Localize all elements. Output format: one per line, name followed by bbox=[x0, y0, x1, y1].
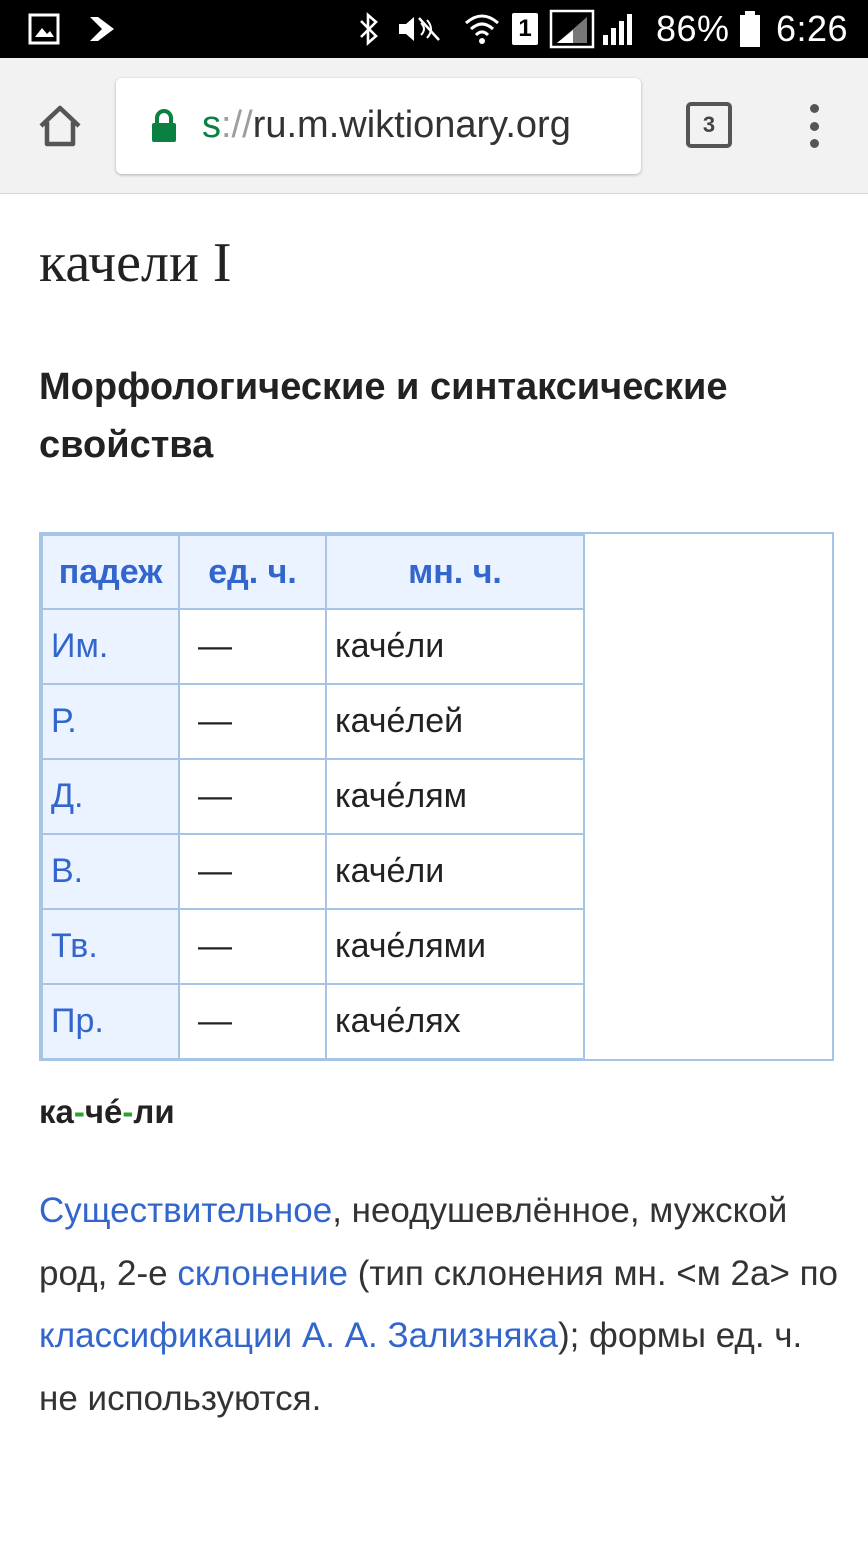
description-text: ); формы ед. ч. не используются. bbox=[39, 1316, 803, 1418]
plural-cell: каче́лями bbox=[326, 909, 584, 984]
home-icon bbox=[37, 104, 83, 148]
overflow-menu-button[interactable] bbox=[796, 98, 832, 154]
case-cell[interactable]: Пр. bbox=[42, 984, 179, 1059]
table-row bbox=[42, 759, 584, 834]
plural-cell: каче́ли bbox=[326, 609, 584, 684]
ringtone-icon bbox=[84, 0, 120, 58]
header-plural[interactable]: мн. ч. bbox=[326, 535, 584, 609]
case-cell[interactable]: Тв. bbox=[42, 909, 179, 984]
sim-slot-number: 1 bbox=[518, 15, 532, 42]
battery-icon bbox=[736, 0, 764, 58]
menu-dot bbox=[810, 122, 819, 131]
plural-cell: каче́лям bbox=[326, 759, 584, 834]
bluetooth-icon bbox=[354, 0, 384, 58]
status-bar bbox=[0, 0, 868, 58]
clock-text: 6:26 bbox=[776, 8, 849, 49]
syllable-division bbox=[39, 1093, 175, 1131]
declension-link[interactable]: склонение bbox=[177, 1253, 348, 1293]
grammar-description bbox=[39, 1180, 839, 1430]
syllable: ка bbox=[39, 1093, 74, 1130]
case-cell[interactable]: Им. bbox=[42, 609, 179, 684]
singular-cell: — bbox=[179, 834, 326, 909]
syllable: ли bbox=[133, 1093, 175, 1130]
url-bar[interactable] bbox=[116, 78, 641, 174]
description-text: , неодушевлённое, мужской род, 2-е bbox=[39, 1191, 788, 1293]
plural-cell: каче́лей bbox=[326, 684, 584, 759]
url-text bbox=[202, 104, 571, 147]
browser-toolbar bbox=[0, 58, 868, 194]
singular-cell: — bbox=[179, 909, 326, 984]
singular-cell: — bbox=[179, 759, 326, 834]
page-title: качели I bbox=[39, 232, 232, 294]
table-row bbox=[42, 984, 584, 1059]
tab-count: 3 bbox=[702, 112, 716, 137]
syllable-hyphen: - bbox=[122, 1093, 134, 1130]
sim-icon bbox=[510, 0, 540, 58]
table-row bbox=[42, 684, 584, 759]
gallery-icon bbox=[26, 0, 62, 58]
section-heading[interactable]: Морфологические и синтаксические свойства bbox=[39, 366, 728, 466]
case-cell[interactable]: В. bbox=[42, 834, 179, 909]
header-singular[interactable]: ед. ч. bbox=[179, 535, 326, 609]
mute-icon bbox=[396, 0, 442, 58]
declension-table-container bbox=[39, 532, 834, 1061]
lock-icon bbox=[150, 108, 178, 144]
clock bbox=[776, 0, 856, 58]
singular-cell: — bbox=[179, 684, 326, 759]
home-button[interactable] bbox=[30, 96, 90, 156]
case-cell[interactable]: Д. bbox=[42, 759, 179, 834]
declension-table bbox=[41, 534, 585, 1060]
plural-cell: каче́ли bbox=[326, 834, 584, 909]
table-row bbox=[42, 834, 584, 909]
table-row bbox=[42, 909, 584, 984]
plural-cell: каче́лях bbox=[326, 984, 584, 1059]
syllable-hyphen: - bbox=[73, 1093, 85, 1130]
url-host: ru.m.wiktionary.org bbox=[252, 104, 571, 146]
battery-percent bbox=[656, 0, 736, 58]
url-scheme: s bbox=[202, 104, 221, 146]
syllable: чé bbox=[84, 1093, 123, 1130]
signal-icon bbox=[548, 0, 638, 58]
wifi-icon bbox=[462, 0, 502, 58]
battery-percent-text: 86% bbox=[656, 8, 730, 49]
noun-link[interactable]: Существительное bbox=[39, 1191, 333, 1230]
tabs-button[interactable] bbox=[686, 102, 732, 148]
url-separator: :// bbox=[221, 104, 253, 146]
singular-cell: — bbox=[179, 984, 326, 1059]
description-text: (тип склонения мн. <м 2a> по bbox=[347, 1253, 839, 1293]
table-row bbox=[42, 609, 584, 684]
header-case[interactable]: падеж bbox=[42, 535, 179, 609]
table-header-row bbox=[42, 535, 584, 609]
case-cell[interactable]: Р. bbox=[42, 684, 179, 759]
singular-cell: — bbox=[179, 609, 326, 684]
zaliznyak-classification-link[interactable]: классификации А. А. Зализняка bbox=[39, 1316, 558, 1355]
menu-dot bbox=[810, 104, 819, 113]
menu-dot bbox=[810, 139, 819, 148]
